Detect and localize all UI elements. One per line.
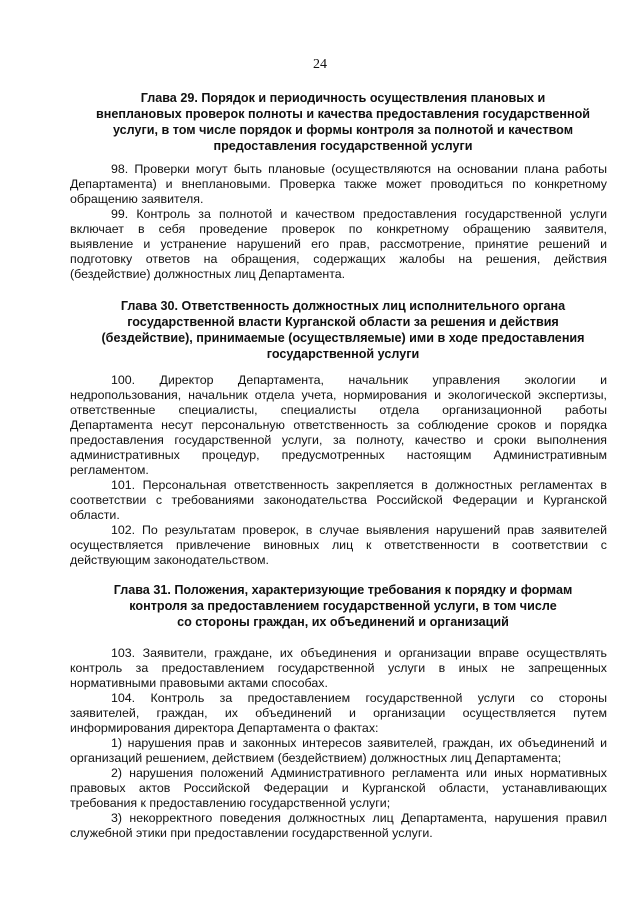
list-item-3 <box>70 811 607 841</box>
text-line: Департамента несут персональную ответственность за соблюдение сроков и порядка <box>70 418 607 432</box>
text-line: 103. Заявители, граждане, их объединения и организации вправе осуществлять <box>111 646 607 660</box>
text-line: заявителей, граждан, их объединений и организации осуществляется путем <box>70 706 607 720</box>
text-line: регламентом. <box>70 463 149 477</box>
text-line: действующим законодательством. <box>70 553 269 567</box>
heading-line: государственной услуги <box>266 347 420 361</box>
text-line: информирования директора Департамента о фактах: <box>70 721 379 735</box>
text-line: 1) нарушения прав и законных интересов заявителей, граждан, их объединений и <box>111 736 607 750</box>
chapter-29-body <box>70 162 607 282</box>
chapter-31-body <box>70 646 607 841</box>
text-line: 98. Проверки могут быть плановые (осуществляются на основании плана работы <box>111 162 607 176</box>
heading-line: контроля за предоставлением государственной услуги, в том числе <box>129 599 557 613</box>
text-line: 102. По результатам проверок, в случае выявления нарушений прав заявителей <box>111 523 607 537</box>
chapter-30-body <box>70 373 607 568</box>
heading-line: Глава 31. Положения, характеризующие требования к порядку и формам <box>113 583 573 597</box>
text-line: 2) нарушения положений Административного регламента или иных нормативных <box>111 766 607 780</box>
paragraph-100 <box>70 373 607 478</box>
heading-line: внеплановых проверок полноты и качества предоставления государственной <box>95 107 591 121</box>
text-line: ответственные специалисты, специалисты отдела организационной работы <box>70 403 607 417</box>
text-line: (бездействие) должностных лиц Департамента. <box>70 267 346 281</box>
text-line: нормативными правовыми актами способах. <box>70 676 328 690</box>
list-item-2 <box>70 766 607 811</box>
heading-line: со стороны граждан, их объединений и организаций <box>177 615 509 629</box>
text-line: административных процедур, предусмотренных настоящим Административным <box>70 448 607 462</box>
text-line: осуществляется привлечение виновных лиц к ответственности в соответствии с <box>70 538 607 552</box>
text-line: соответствии с требованиями законодательства Российской Федерации и Курганской <box>70 493 607 507</box>
text-line: предоставления государственной услуги, за полноту, качество и сроки выполнения <box>70 433 607 447</box>
text-line: области. <box>70 508 120 522</box>
chapter-31-heading <box>88 582 598 630</box>
paragraph-102 <box>70 523 607 568</box>
paragraph-101 <box>70 478 607 523</box>
text-line: Департамента) и внеплановыми. Проверка также может проводиться по конкретному <box>70 177 607 191</box>
paragraph-103 <box>70 646 607 691</box>
page-number: 24 <box>313 57 327 72</box>
heading-line: предоставления государственной услуги <box>213 139 473 153</box>
text-line: 3) некорректного поведения должностных лиц Департамента, нарушения правил <box>111 811 607 825</box>
text-line: организаций решением, действием (бездействием) должностных лиц Департамента; <box>70 751 562 765</box>
paragraph-99 <box>70 207 607 282</box>
text-line: 104. Контроль за предоставлением государственной услуги со стороны <box>111 691 607 705</box>
heading-line: услуги, в том числе порядок и формы контроля за полнотой и качеством <box>112 123 574 137</box>
list-item-1 <box>70 736 607 766</box>
heading-line: Глава 29. Порядок и периодичность осуществления плановых и <box>140 91 546 105</box>
text-line: 100. Директор Департамента, начальник управления экологии и <box>111 373 607 387</box>
text-line: требования к предоставлению государственной услуги; <box>70 796 391 810</box>
text-line: включает в себя проведение проверок по конкретному обращению заявителя, <box>70 222 607 236</box>
text-line: правовых актов Российской Федерации и Курганской области, устанавливающих <box>70 781 607 795</box>
text-line: служебной этики при предоставлении государственной услуги. <box>70 826 433 840</box>
heading-line: (бездействие), принимаемые (осуществляемые) ими в ходе предоставления <box>101 331 585 345</box>
text-line: контроль за предоставлением государственной услуги в иных не запрещенных <box>70 661 607 675</box>
text-line: 101. Персональная ответственность закрепляется в должностных регламентах в <box>111 478 607 492</box>
text-line: подготовку ответов на обращения, содержащих жалобы на решения, действия <box>70 252 607 266</box>
heading-line: Глава 30. Ответственность должностных лиц исполнительного органа <box>120 299 566 313</box>
text-line: 99. Контроль за полнотой и качеством предоставления государственной услуги <box>111 207 607 221</box>
heading-line: государственной власти Курганской области за решения и действия <box>127 315 559 329</box>
chapter-30-heading <box>88 298 598 362</box>
paragraph-98 <box>70 162 607 207</box>
text-line: выявление и устранение нарушений его прав, рассмотрение, принятие решений и <box>70 237 607 251</box>
chapter-29-heading <box>88 90 598 154</box>
text-line: обращению заявителя. <box>70 192 204 206</box>
text-line: недропользования, начальник отдела учета, нормирования и экологической экспертизы, <box>70 388 607 402</box>
paragraph-104 <box>70 691 607 736</box>
